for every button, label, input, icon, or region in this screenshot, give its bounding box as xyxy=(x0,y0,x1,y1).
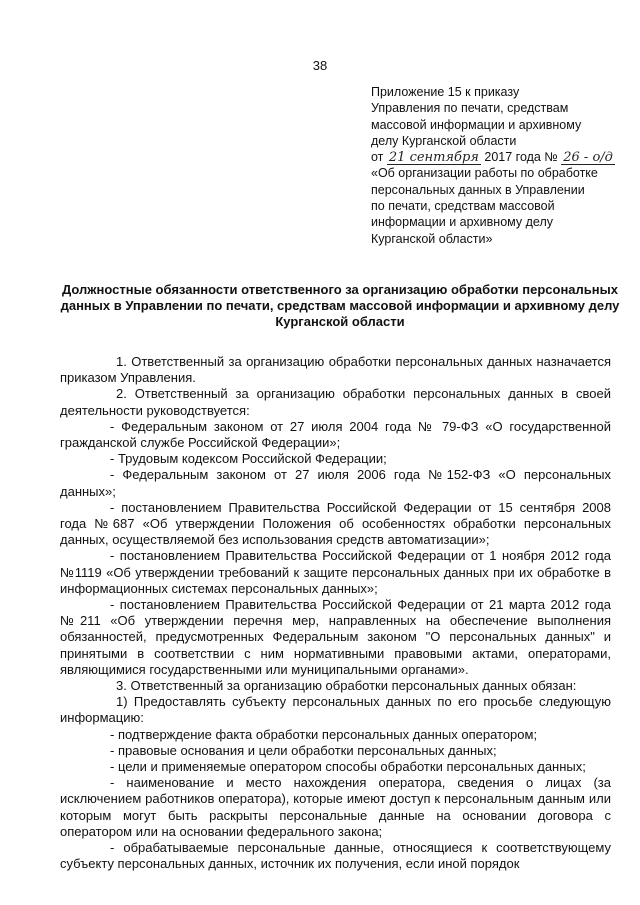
list-item: - обрабатываемые персональные данные, относящиеся к соответствующему субъекту персональных данных, источник их получения, если иной порядок xyxy=(60,840,611,872)
date-middle: 2017 года № xyxy=(484,150,558,165)
list-item: - Федеральным законом от 27 июля 2004 года № 79-ФЗ «О государственной гражданской службе Российской Федерации»; xyxy=(60,418,611,451)
annex-line: Приложение 15 к приказу xyxy=(371,85,520,99)
document-title: Должностные обязанности ответственного за организацию обработки персональных данных в Управлении по печати, средствам массовой информации и архивному делу Курганской области xyxy=(60,282,620,330)
list-item: - наименование и место нахождения оператора, сведения о лицах (за исключением работников оператора), которые имеют доступ к персональным данным или которым могут быть раскрыты персональные данные на основании договора с оператором или на основании федерального закона; xyxy=(60,775,611,839)
list-item: - подтверждение факта обработки персональных данных оператором; xyxy=(110,726,538,742)
annex-line: Управления по печати, средствам xyxy=(371,101,569,116)
paragraph: 1) Предоставлять субъекту персональных данных по его просьбе следующую информацию: xyxy=(60,694,611,726)
paragraph: 1. Ответственный за организацию обработки персональных данных назначается приказом Управления. xyxy=(60,354,611,386)
annex-line: массовой информации и архивному xyxy=(371,117,582,132)
annex-line: по печати, средствам массовой xyxy=(371,199,555,214)
date-prefix: от xyxy=(371,150,384,165)
document-body xyxy=(60,354,611,873)
annex-header xyxy=(371,84,633,247)
annex-line: Курганской области» xyxy=(371,231,493,246)
list-item: - правовые основания и цели обработки персональных данных; xyxy=(110,742,497,758)
annex-line: «Об организации работы по обработке xyxy=(371,166,598,181)
handwritten-order-number: 26 - о/д xyxy=(563,150,613,166)
paragraph: 2. Ответственный за организацию обработки персональных данных в своей деятельности руководствуется: xyxy=(60,386,611,418)
annex-line: персональных данных в Управлении xyxy=(371,182,585,197)
list-item: - Федеральным законом от 27 июля 2006 года №152-ФЗ «О персональных данных»; xyxy=(60,467,611,499)
annex-line: информации и архивному делу xyxy=(371,215,553,230)
paragraph: 3. Ответственный за организацию обработки персональных данных обязан: xyxy=(116,678,577,694)
list-item: - постановлением Правительства Российской Федерации от 21 марта 2012 года №211 «Об утверждении перечня мер, направленных на обеспечение выполнения обязанностей, предусмотренных Федеральным законом "О персональных данных" и принятыми в соответствии с ним нормативными правовыми актами, операторами, являющимися государственными или муниципальными органами». xyxy=(60,597,611,677)
list-item: - постановлением Правительства Российской Федерации от 15 сентября 2008 года №687 «Об утверждении Положения об особенностях обработки персональных данных, осуществляемой без использования средств автоматизации»; xyxy=(60,499,611,548)
page-number: 38 xyxy=(312,58,328,73)
annex-line: делу Курганской области xyxy=(371,133,517,148)
list-item: - Трудовым кодексом Российской Федерации; xyxy=(110,451,387,467)
list-item: - цели и применяемые оператором способы обработки персональных данных; xyxy=(110,759,586,775)
handwritten-date: 21 сентября xyxy=(388,150,479,166)
list-item: - постановлением Правительства Российской Федерации от 1 ноября 2012 года №1119 «Об утверждении требований к защите персональных данных при их обработке в информационных системах персональных данных»; xyxy=(60,548,611,596)
annex-date-line xyxy=(371,149,633,165)
